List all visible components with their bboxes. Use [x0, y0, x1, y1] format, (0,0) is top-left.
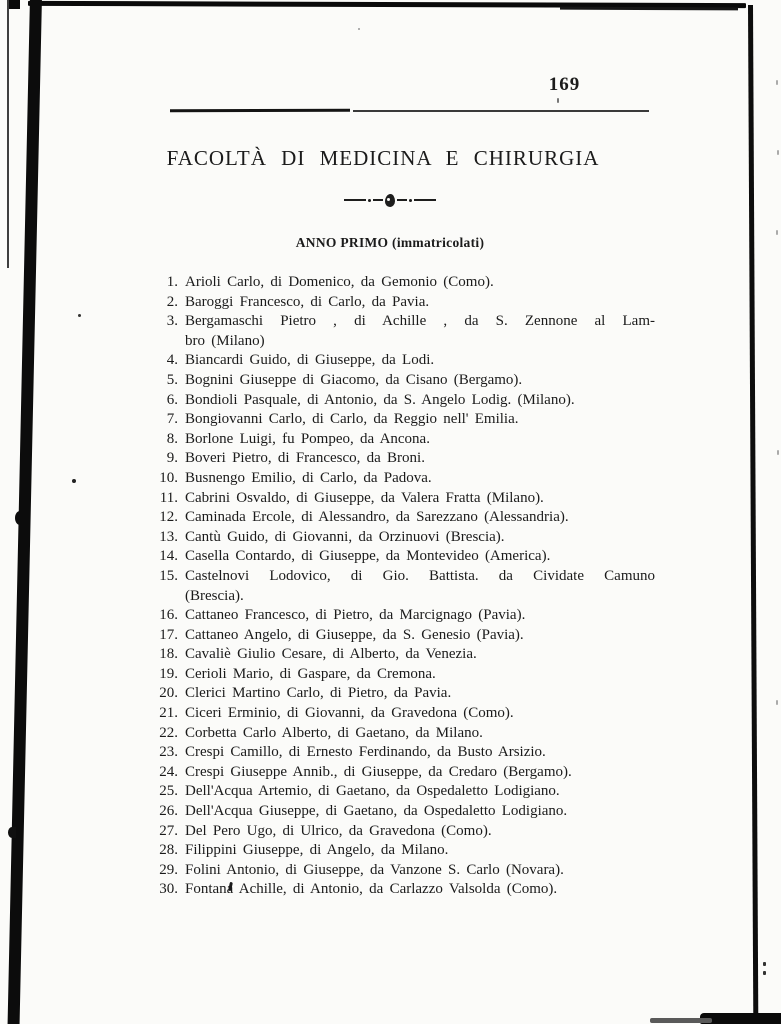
entry-number: 7. — [166, 411, 178, 428]
student-entry — [140, 508, 656, 528]
entry-number: 9. — [166, 450, 178, 467]
student-entry — [140, 606, 656, 626]
ink-speck — [777, 150, 779, 155]
entry-number: 4. — [166, 352, 178, 369]
ink-speck — [763, 962, 766, 966]
student-entry — [140, 273, 656, 293]
section-heading: ANNO PRIMO (immatricolati) — [295, 235, 485, 250]
entry-line: Biancardi Guido, di Giuseppe, da Lodi. — [185, 352, 435, 369]
entry-text — [185, 469, 655, 489]
entry-text — [185, 724, 655, 744]
entry-text — [185, 371, 655, 391]
scan-ink-bump — [15, 511, 25, 525]
entry-line: Arioli Carlo, di Domenico, da Gemonio (Como). — [185, 274, 494, 290]
entry-line: Dell'Acqua Giuseppe, di Gaetano, da Ospedaletto Lodigiano. — [185, 803, 568, 820]
entry-text — [185, 547, 655, 567]
ink-speck — [776, 700, 778, 705]
entry-number: 6. — [166, 391, 178, 408]
entry-text — [185, 410, 655, 430]
entry-number: 14. — [159, 548, 178, 565]
entry-number: 25. — [159, 783, 178, 800]
entry-line: bro (Milano) — [185, 332, 265, 349]
ink-speck — [763, 971, 766, 975]
student-entry — [140, 371, 656, 391]
entry-text — [185, 684, 655, 704]
entry-text — [185, 567, 655, 606]
entry-line: Bergamaschi Pietro , di Achille , da S. Zennone al Lam- — [185, 313, 655, 330]
student-entry — [140, 469, 656, 489]
student-entry — [140, 684, 656, 704]
entry-number: 3. — [166, 313, 178, 330]
entry-line: Corbetta Carlo Alberto, di Gaetano, da Milano. — [185, 724, 483, 741]
entry-line: Ciceri Erminio, di Giovanni, da Gravedona (Como). — [185, 705, 514, 722]
scan-edge-top-stroke — [560, 7, 738, 11]
entry-text — [185, 782, 655, 802]
student-list — [140, 273, 656, 900]
entry-number: 18. — [159, 646, 178, 663]
ink-speck — [777, 450, 779, 455]
entry-number: 27. — [159, 822, 178, 839]
entry-line: Crespi Giuseppe Annib., di Giuseppe, da Credaro (Bergamo). — [185, 763, 572, 780]
entry-text — [185, 606, 655, 626]
entry-line: Crespi Camillo, di Ernesto Ferdinando, da Busto Arsizio. — [185, 744, 546, 761]
ink-speck — [776, 230, 778, 235]
page-title: FACOLTÀ DI MEDICINA E CHIRURGIA — [166, 146, 600, 170]
entry-text — [185, 430, 655, 450]
entry-number: 1. — [166, 274, 178, 290]
student-entry — [140, 528, 656, 548]
student-entry — [140, 822, 656, 842]
student-entry — [140, 351, 656, 371]
entry-line: Busnengo Emilio, di Carlo, da Padova. — [185, 469, 432, 486]
entry-number: 16. — [159, 607, 178, 624]
student-entry — [140, 449, 656, 469]
ornament-dot — [409, 199, 412, 202]
ink-speck — [72, 479, 76, 483]
entry-text — [185, 449, 655, 469]
ink-speck — [776, 80, 778, 85]
entry-number: 21. — [159, 705, 178, 722]
ink-speck — [557, 98, 559, 103]
entry-text — [185, 880, 655, 900]
entry-line: Del Pero Ugo, di Ulrico, da Gravedona (Como). — [185, 822, 492, 839]
entry-text — [185, 312, 655, 351]
entry-text — [185, 293, 655, 313]
entry-number: 30. — [159, 881, 178, 898]
entry-line: Fontana Achille, di Antonio, da Carlazzo Valsolda (Como). — [185, 881, 558, 898]
student-entry — [140, 743, 656, 763]
entry-text — [185, 351, 655, 371]
student-entry — [140, 312, 656, 351]
entry-text — [185, 802, 655, 822]
student-entry — [140, 489, 656, 509]
student-entry — [140, 567, 656, 606]
entry-line: Cavaliè Giulio Cesare, di Alberto, da Venezia. — [185, 646, 477, 663]
entry-line: Dell'Acqua Artemio, di Gaetano, da Ospedaletto Lodigiano. — [185, 783, 560, 800]
entry-number: 13. — [159, 528, 178, 545]
ink-speck — [358, 28, 360, 30]
ornament-dash — [344, 199, 366, 201]
entry-text — [185, 508, 655, 528]
entry-line: Cerioli Mario, di Gaspare, da Cremona. — [185, 665, 436, 682]
entry-line: Clerici Martino Carlo, di Pietro, da Pavia. — [185, 685, 452, 702]
student-entry — [140, 724, 656, 744]
entry-line: (Brescia). — [185, 587, 244, 604]
ornament-dot — [368, 199, 371, 202]
entry-number: 24. — [159, 763, 178, 780]
entry-text — [185, 861, 655, 881]
student-entry — [140, 391, 656, 411]
entry-number: 22. — [159, 724, 178, 741]
entry-line: Borlone Luigi, fu Pompeo, da Ancona. — [185, 430, 430, 447]
student-entry — [140, 782, 656, 802]
entry-number: 23. — [159, 744, 178, 761]
entry-number: 26. — [159, 803, 178, 820]
entry-line: Castelnovi Lodovico, di Gio. Battista. da Cividate Camuno — [185, 567, 655, 584]
scan-edge-corner — [9, 0, 20, 9]
entry-text — [185, 645, 655, 665]
entry-number: 5. — [166, 371, 178, 388]
ornament-divider — [342, 193, 438, 207]
student-entry — [140, 861, 656, 881]
entry-line: Cantù Guido, di Giovanni, da Orzinuovi (Brescia). — [185, 528, 505, 545]
entry-line: Bongiovanni Carlo, di Carlo, da Reggio nell' Emilia. — [185, 411, 519, 428]
student-entry — [140, 430, 656, 450]
entry-text — [185, 626, 655, 646]
entry-text — [185, 665, 655, 685]
student-entry — [140, 293, 656, 313]
entry-number: 10. — [159, 469, 178, 486]
entry-text — [185, 489, 655, 509]
entry-line: Casella Contardo, di Giuseppe, da Montevideo (America). — [185, 548, 551, 565]
header-rule-right — [353, 110, 649, 112]
entry-line: Boveri Pietro, di Francesco, da Broni. — [185, 450, 425, 467]
student-entry — [140, 626, 656, 646]
entry-text — [185, 704, 655, 724]
entry-line: Bondioli Pasquale, di Antonio, da S. Angelo Lodig. (Milano). — [185, 391, 575, 408]
scan-ink-bump — [8, 827, 16, 838]
student-entry — [140, 763, 656, 783]
entry-line: Folini Antonio, di Giuseppe, da Vanzone S. Carlo (Novara). — [185, 861, 564, 878]
ornament-dash — [397, 199, 407, 201]
student-entry — [140, 547, 656, 567]
student-entry — [140, 410, 656, 430]
student-entry — [140, 704, 656, 724]
entry-text — [185, 273, 655, 293]
entry-text — [185, 841, 655, 861]
student-entry — [140, 880, 656, 900]
entry-line: Caminada Ercole, di Alessandro, da Sarezzano (Alessandria). — [185, 509, 569, 526]
entry-number: 17. — [159, 626, 178, 643]
entry-number: 8. — [166, 430, 178, 447]
student-entry — [140, 665, 656, 685]
entry-line: Baroggi Francesco, di Carlo, da Pavia. — [185, 293, 430, 310]
entry-line: Bognini Giuseppe di Giacomo, da Cisano (Bergamo). — [185, 371, 523, 388]
fleuron-icon — [385, 194, 395, 207]
entry-line: Cattaneo Angelo, di Giuseppe, da S. Genesio (Pavia). — [185, 626, 524, 643]
header-rule-left — [170, 109, 350, 112]
entry-line: Cabrini Osvaldo, di Giuseppe, da Valera Fratta (Milano). — [185, 489, 544, 506]
entry-number: 2. — [166, 293, 178, 310]
entry-number: 11. — [159, 489, 178, 506]
ink-speck — [78, 314, 81, 317]
entry-text — [185, 528, 655, 548]
page-number: 169 — [548, 74, 581, 95]
scan-edge-left-thin — [7, 0, 9, 268]
entry-text — [185, 391, 655, 411]
entry-number: 15. — [159, 567, 178, 584]
student-entry — [140, 841, 656, 861]
entry-number: 28. — [159, 842, 178, 859]
entry-number: 19. — [159, 665, 178, 682]
scan-corner-smear — [650, 1018, 712, 1023]
ornament-dash — [414, 199, 436, 201]
scan-edge-right — [748, 5, 758, 1017]
entry-line: Cattaneo Francesco, di Pietro, da Marcignago (Pavia). — [185, 607, 526, 624]
entry-text — [185, 743, 655, 763]
entry-number: 20. — [159, 685, 178, 702]
entry-number: 29. — [159, 861, 178, 878]
ornament-dash — [373, 199, 383, 201]
student-entry — [140, 802, 656, 822]
scan-corner-blob — [700, 1013, 781, 1024]
entry-text — [185, 763, 655, 783]
entry-number: 12. — [159, 509, 178, 526]
entry-text — [185, 822, 655, 842]
student-entry — [140, 645, 656, 665]
entry-line: Filippini Giuseppe, di Angelo, da Milano. — [185, 842, 449, 859]
